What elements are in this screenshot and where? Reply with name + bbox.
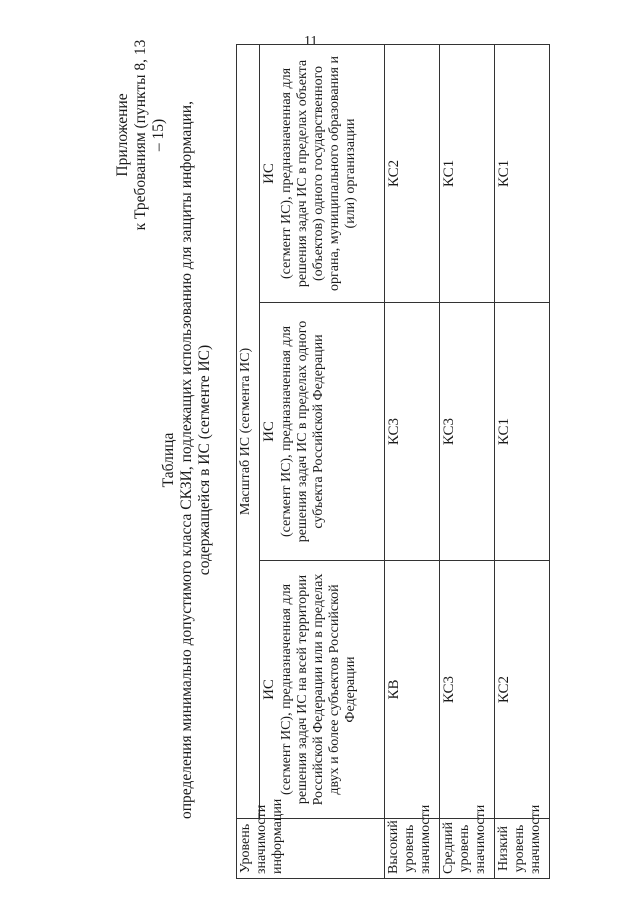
column-header-2 xyxy=(260,303,385,561)
table-cell: КС3 xyxy=(440,303,495,561)
level-header: Уровень значимости информации xyxy=(237,819,385,879)
skzi-class-table xyxy=(236,44,550,879)
column-header-2-description: (сегмент ИС), предназначенная для решения задач ИС в пределах одного субъекта Российской Федерации xyxy=(279,320,326,543)
row-level-high: Высокий уровень значимости xyxy=(385,819,440,879)
column-header-3 xyxy=(260,44,385,302)
scale-header: Масштаб ИС (сегмента ИС) xyxy=(237,44,260,818)
table-title xyxy=(160,35,214,885)
table-row xyxy=(385,44,440,878)
column-header-3-description: (сегмент ИС), предназначенная для решения задач ИС в пределах объекта (объектов) одного государственного органа, муниципального образования и (или) организации xyxy=(279,56,358,291)
table-title-line-1: Таблица xyxy=(160,432,177,488)
appendix-line-2: к Требованиям (пункты 8, 13 – 15) xyxy=(132,39,167,231)
table-cell: КС3 xyxy=(385,303,440,561)
rotated-page-content xyxy=(100,35,560,885)
row-level-medium: Средний уровень значимости xyxy=(440,819,495,879)
table-row xyxy=(495,44,550,878)
appendix-line-1: Приложение xyxy=(114,93,131,177)
column-header-2-title: ИС xyxy=(261,421,277,442)
column-header-3-title: ИС xyxy=(261,163,277,184)
table-row xyxy=(440,44,495,878)
table-cell: КС2 xyxy=(495,561,550,819)
table-cell: КС1 xyxy=(440,44,495,302)
table-header-row xyxy=(237,44,260,878)
column-header-1-title: ИС xyxy=(261,679,277,700)
column-header-1 xyxy=(260,561,385,819)
table-cell: КС3 xyxy=(440,561,495,819)
column-header-1-description: (сегмент ИС), предназначенная для решения задач ИС на всей территории Российской Федерации или в пределах двух и более субъектов Российской Федерации xyxy=(279,573,358,806)
row-level-low: Низкий уровень значимости xyxy=(495,819,550,879)
table-cell: КС2 xyxy=(385,44,440,302)
table-cell: КС1 xyxy=(495,303,550,561)
table-cell: КС1 xyxy=(495,44,550,302)
table-title-line-2: определения минимально допустимого класса СКЗИ, подлежащих использованию для защиты информации, xyxy=(178,101,195,819)
table-title-line-3: содержащейся в ИС (сегменте ИС) xyxy=(196,344,213,576)
table-subheader-row xyxy=(260,44,385,878)
page-number: 11 xyxy=(304,34,318,49)
table-cell: КВ xyxy=(385,561,440,819)
